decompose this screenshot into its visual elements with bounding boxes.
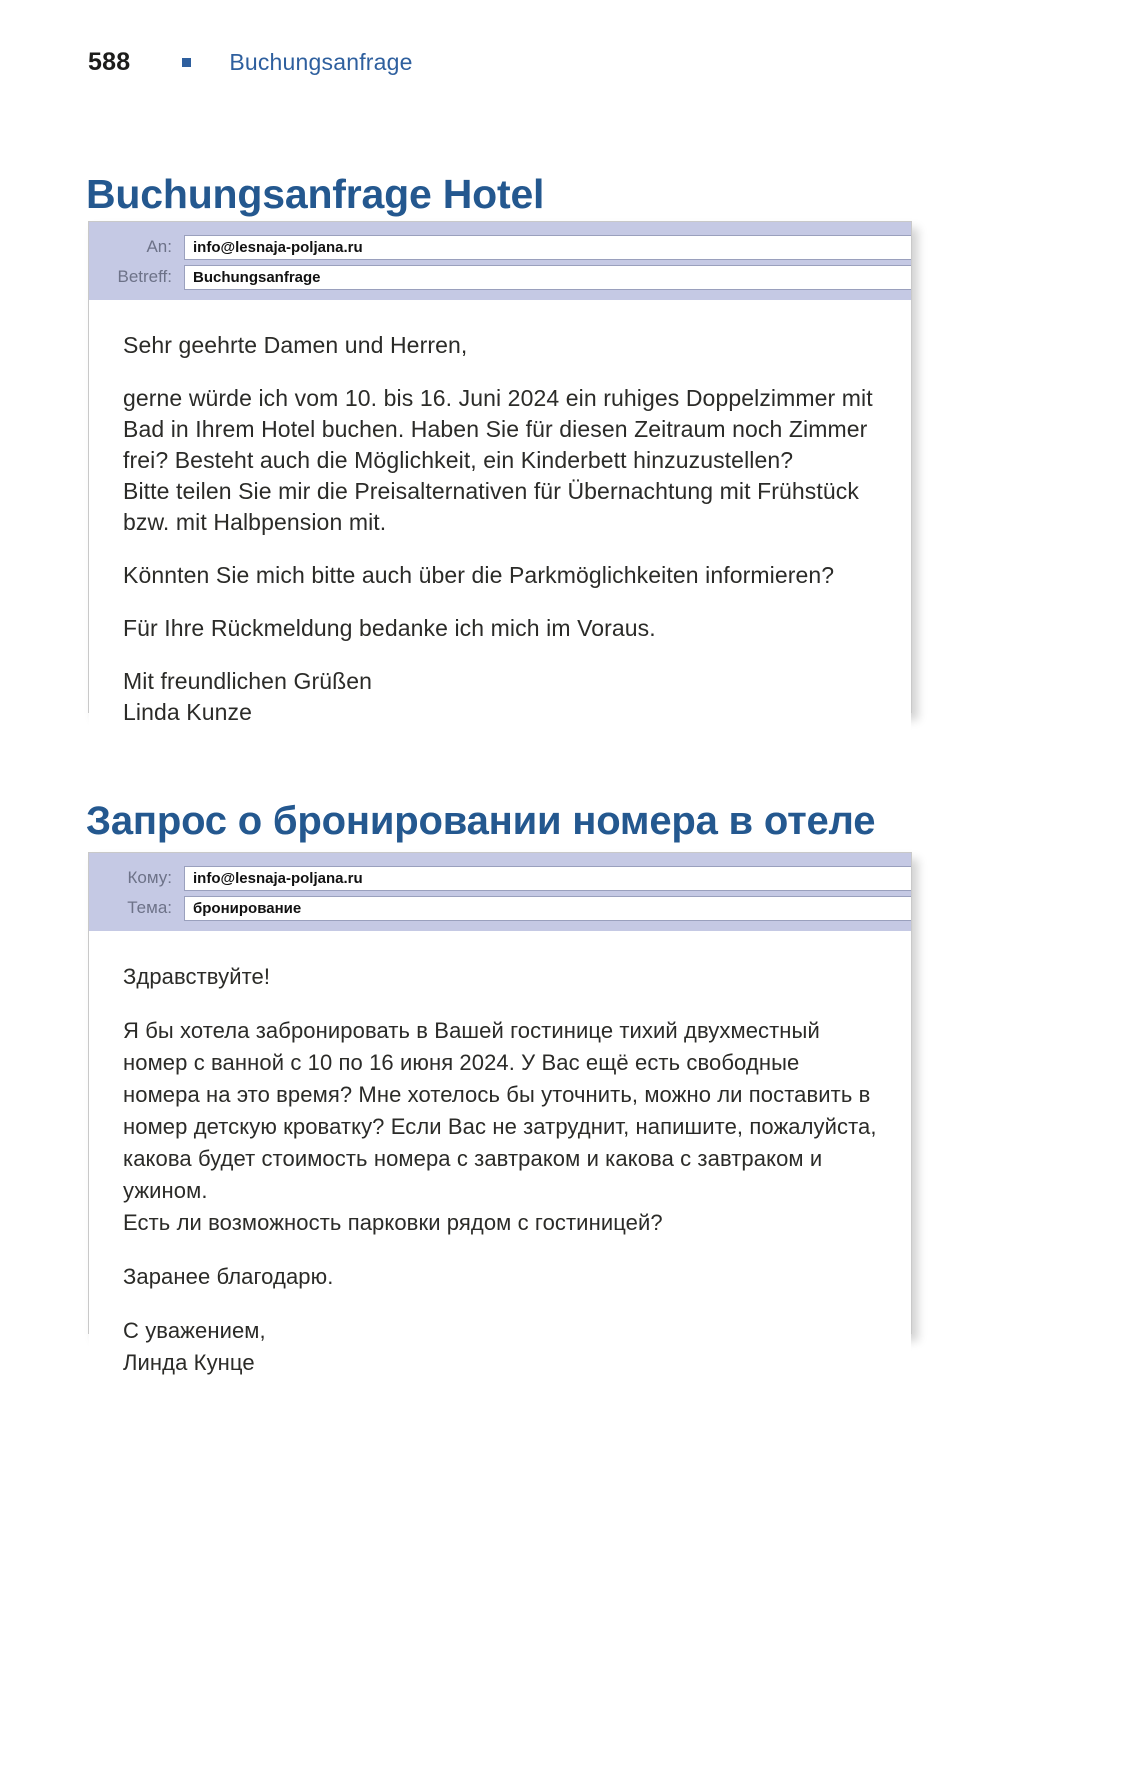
email-signature: С уважением, Линда Кунце	[123, 1318, 266, 1375]
section-heading-german: Buchungsanfrage Hotel	[86, 171, 545, 218]
email-paragraph: Könnten Sie mich bitte auch über die Parkmöglichkeiten informieren?	[123, 562, 835, 588]
running-head	[88, 47, 413, 77]
email-paragraph: gerne würde ich vom 10. bis 16. Juni 2024 ein ruhiges Doppelzimmer mit Bad in Ihrem Hotel buchen. Haben Sie für diesen Zeitraum noch Zimmer frei? Besteht auch die Möglichkeit, ein Kinderbett hinzuzustellen? Bitte teilen Sie mir die Preisalternativen für Übernachtung mit Frühstück bzw. mit Halbpension mit.	[123, 385, 873, 535]
email-subject-input-german[interactable]: Buchungsanfrage	[184, 265, 911, 290]
email-subject-label-german: Betreff:	[117, 267, 172, 286]
email-to-row-german	[89, 234, 911, 260]
email-card-russian	[88, 852, 912, 1375]
email-header-german	[89, 222, 911, 300]
email-to-input-russian[interactable]: info@lesnaja-poljana.ru	[184, 866, 911, 891]
email-to-label-russian: Кому:	[127, 868, 172, 887]
email-subject-label-russian: Тема:	[127, 898, 172, 917]
email-to-input-german[interactable]: info@lesnaja-poljana.ru	[184, 235, 911, 260]
email-paragraph: Заранее благодарю.	[123, 1264, 334, 1289]
email-subject-row-russian	[89, 895, 911, 921]
email-subject-input-russian[interactable]: бронирование	[184, 896, 911, 921]
email-to-label-german: An:	[146, 237, 172, 256]
email-paragraph: Sehr geehrte Damen und Herren,	[123, 332, 468, 358]
email-subject-row-german	[89, 264, 911, 290]
running-head-title: Buchungsanfrage	[229, 48, 413, 75]
email-card-german	[88, 221, 912, 725]
email-signature: Mit freundlichen Grüßen Linda Kunze	[123, 668, 373, 725]
section-heading-russian: Запрос о бронировании номера в отеле	[86, 798, 876, 843]
email-paragraph: Здравствуйте!	[123, 964, 271, 989]
email-paragraph: Für Ihre Rückmeldung bedanke ich mich im Voraus.	[123, 615, 656, 641]
email-body-german	[89, 300, 911, 754]
email-header-russian	[89, 853, 911, 931]
bullet-square-icon	[182, 58, 191, 67]
email-body-russian	[89, 931, 911, 1405]
email-to-row-russian	[89, 865, 911, 891]
page-number: 588	[88, 47, 131, 76]
email-paragraph: Я бы хотела забронировать в Вашей гостинице тихий двухместный номер с ванной с 10 по 16 июня 2024. У Вас ещё есть свободные номера на это время? Мне хотелось бы уточнить, можно ли поставить в номер детскую кроватку? Если Вас не затруднит, напишите, пожалуйста, какова будет стоимость номера с завтраком и какова с завтраком и ужином. Есть ли возможность парковки рядом с гостиницей?	[123, 1018, 877, 1235]
